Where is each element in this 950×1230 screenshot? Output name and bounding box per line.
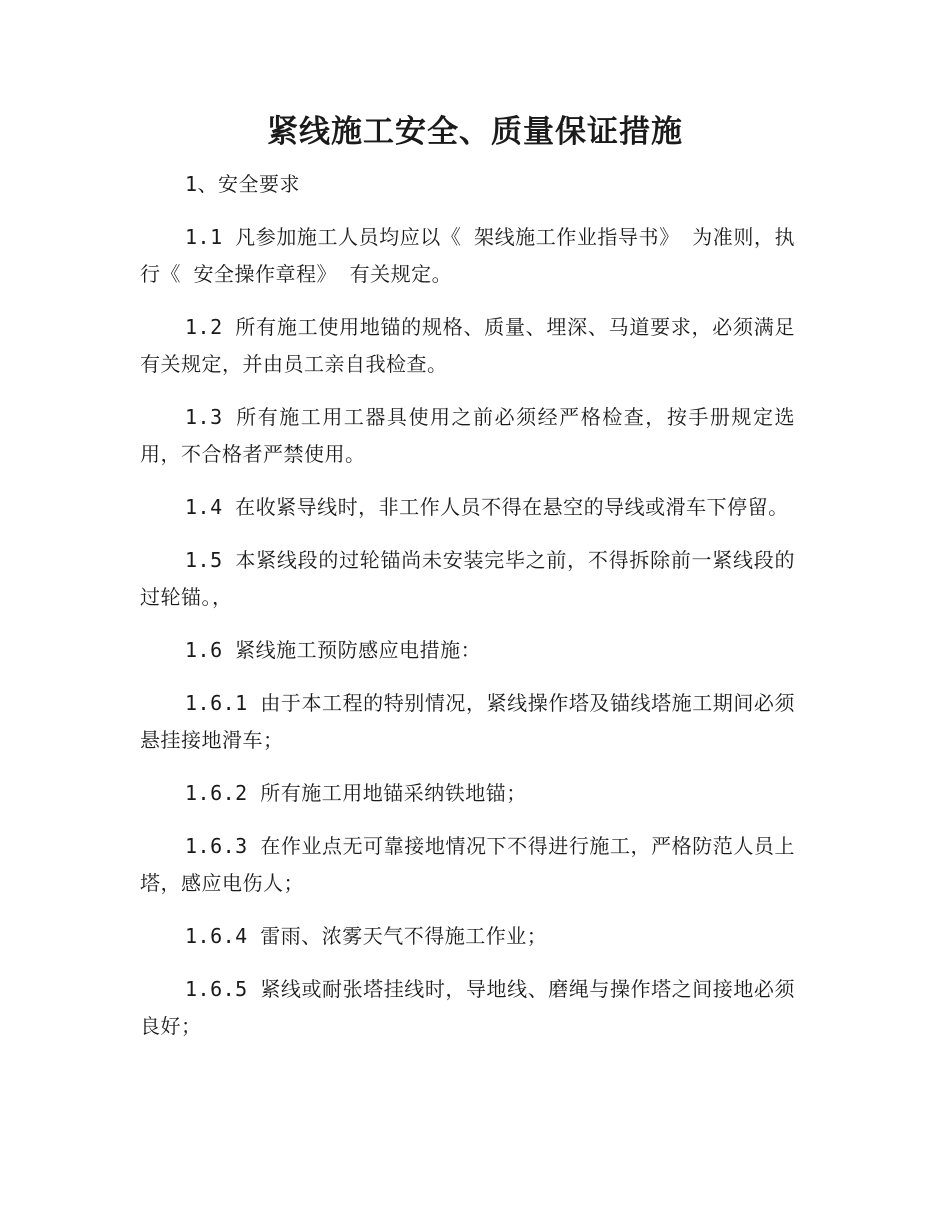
paragraph-1-5: 1.5 本紧线段的过轮锚尚未安装完毕之前，不得拆除前一紧线段的过轮锚。， xyxy=(140,548,795,609)
paragraph-1-6-5: 1.6.5 紧线或耐张塔挂线时，导地线、磨绳与操作塔之间接地必须良好； xyxy=(140,977,795,1038)
paragraph-1-1: 1.1 凡参加施工人员均应以《 架线施工作业指导书》 为准则，执行《 安全操作章程》 有关规定。 xyxy=(140,225,795,286)
document-title: 紧线施工安全、质量保证措施 xyxy=(267,114,683,150)
section-heading-safety: 1、安全要求 xyxy=(185,172,301,196)
paragraph-1-6-2: 1.6.2 所有施工用地锚采纳铁地锚； xyxy=(185,781,527,805)
paragraph-1-6: 1.6 紧线施工预防感应电措施： xyxy=(185,638,482,662)
paragraph-1-6-1: 1.6.1 由于本工程的特别情况，紧线操作塔及锚线塔施工期间必须悬挂接地滑车； xyxy=(140,691,795,752)
paragraph-1-6-3: 1.6.3 在作业点无可靠接地情况下不得进行施工，严格防范人员上塔，感应电伤人； xyxy=(140,834,795,895)
paragraph-1-6-4: 1.6.4 雷雨、浓雾天气不得施工作业； xyxy=(185,924,548,948)
paragraph-1-3: 1.3 所有施工用工器具使用之前必须经严格检查，按手册规定选用，不合格者严禁使用。 xyxy=(140,405,795,466)
document-body xyxy=(140,166,795,1061)
paragraph-1-4: 1.4 在收紧导线时，非工作人员不得在悬空的导线或滑车下停留。 xyxy=(185,495,789,519)
paragraph-1-2: 1.2 所有施工使用地锚的规格、质量、埋深、马道要求，必须满足有关规定，并由员工亲自我检查。 xyxy=(140,315,795,376)
